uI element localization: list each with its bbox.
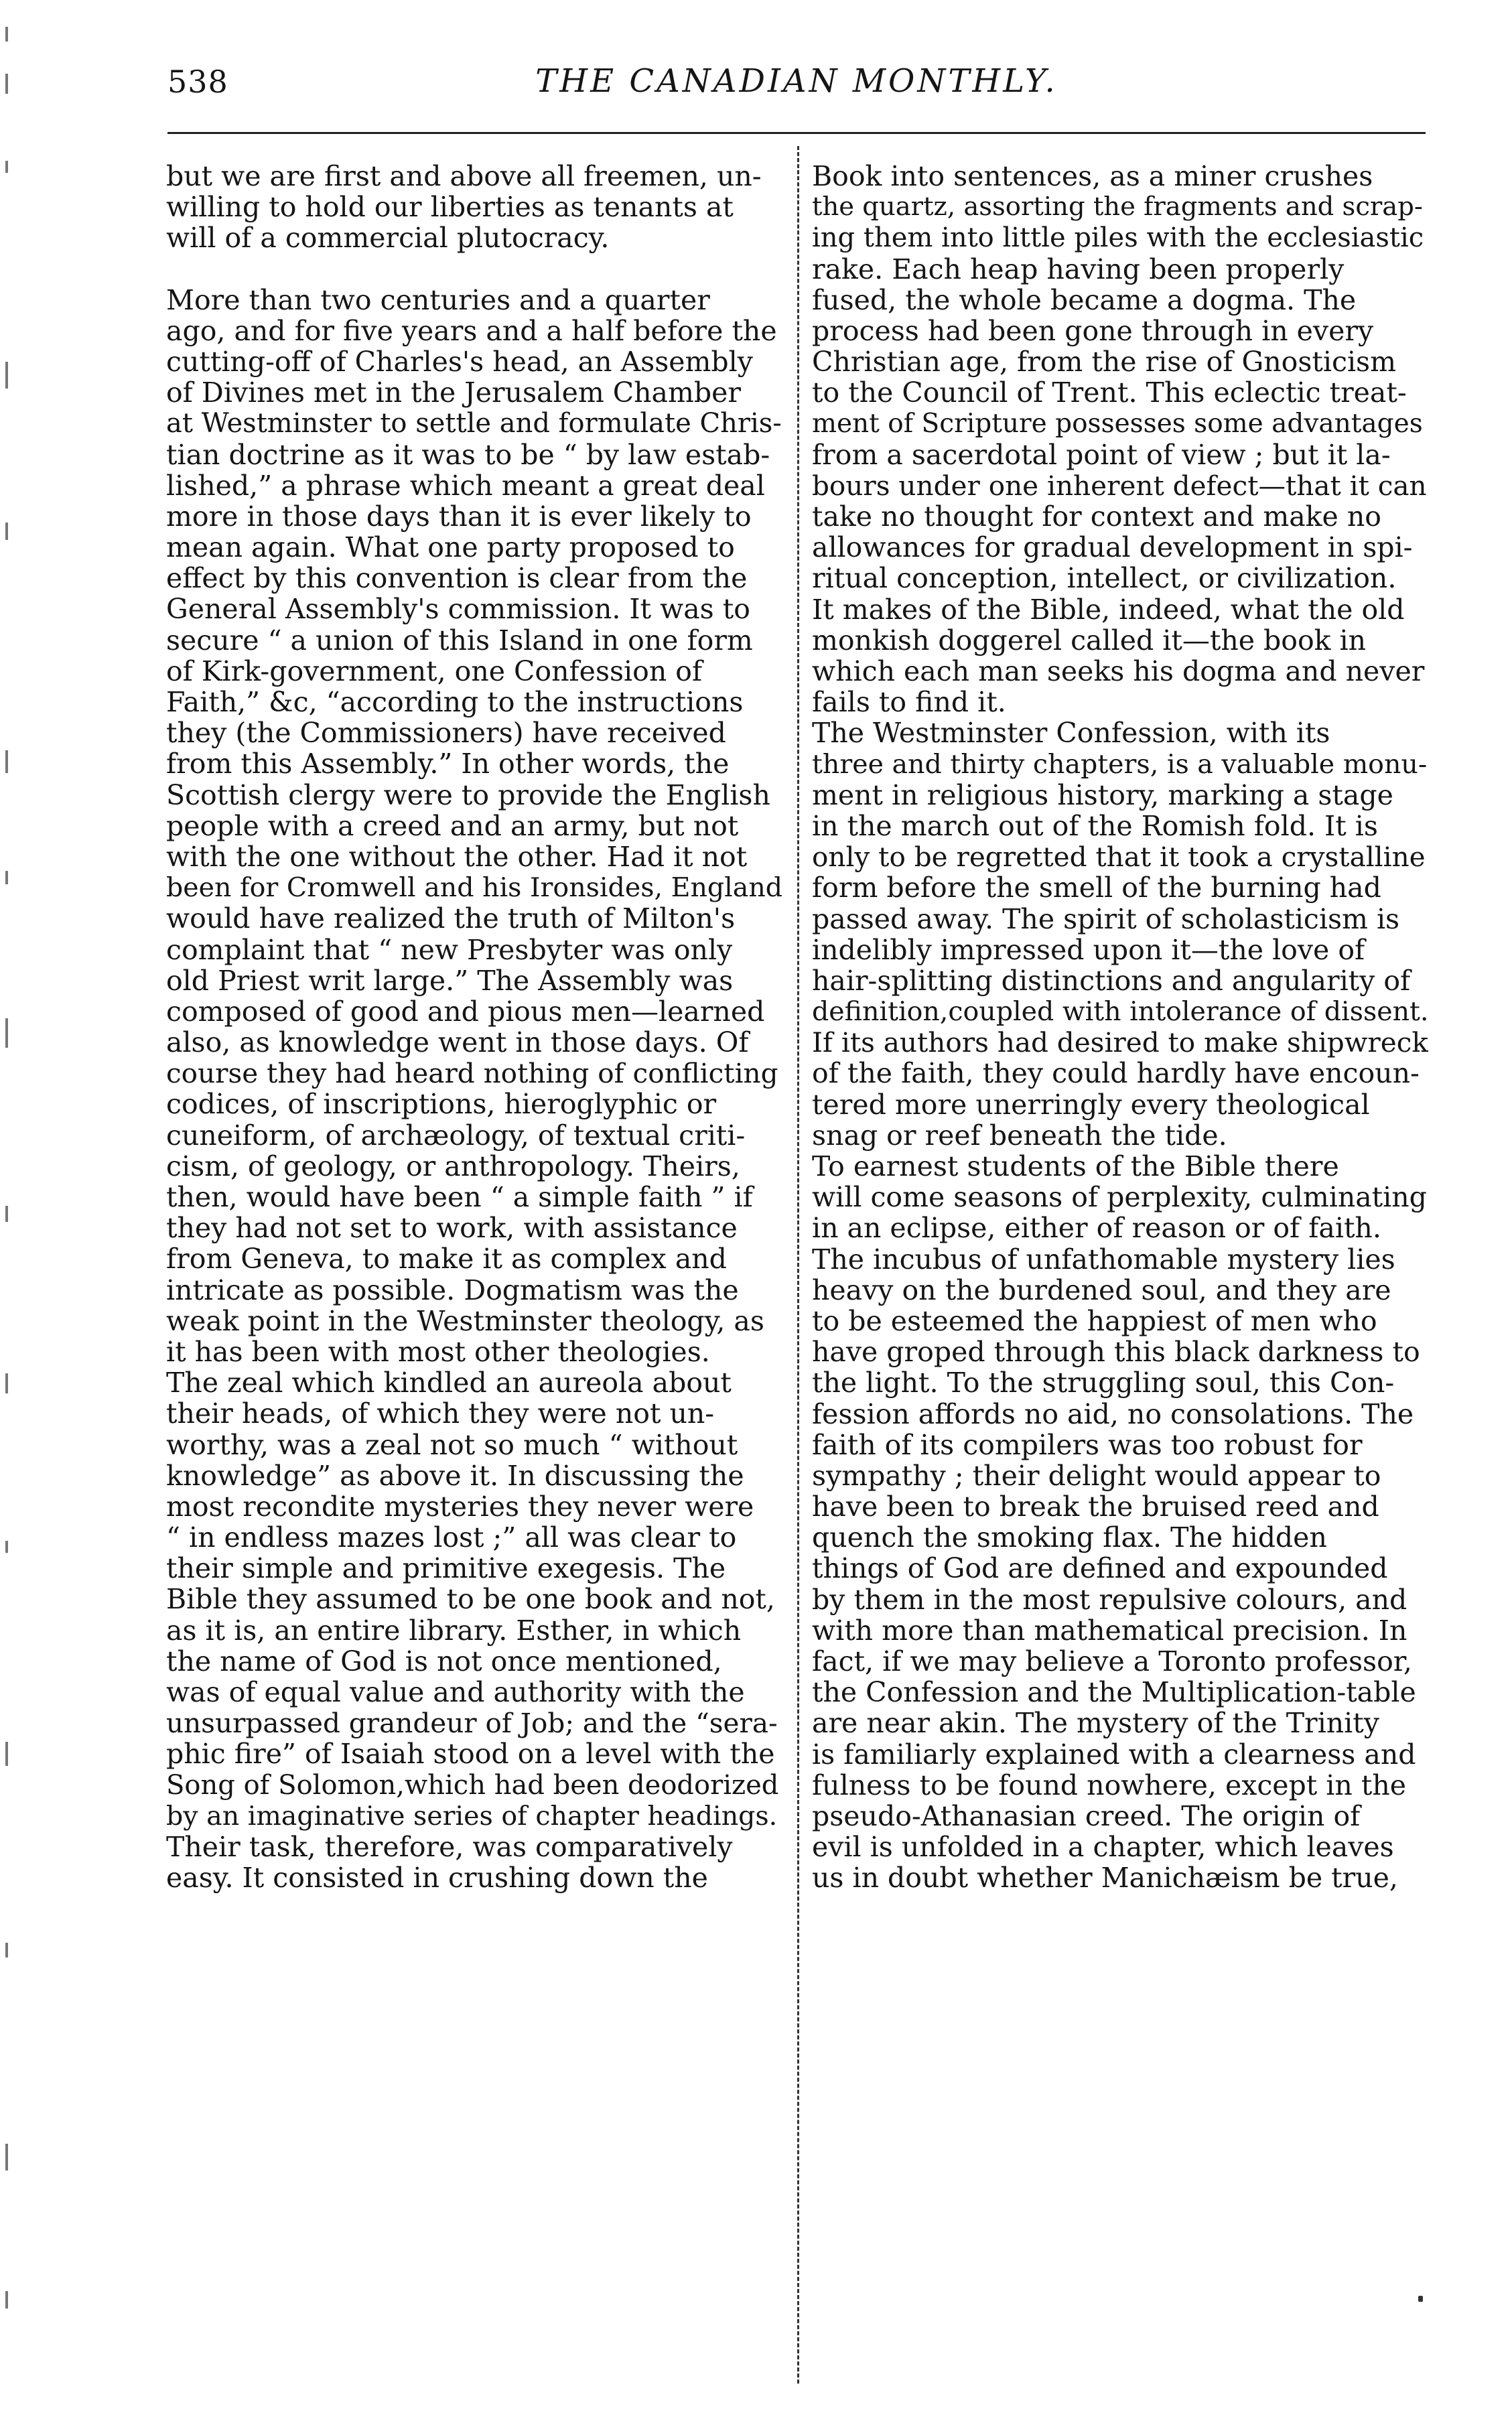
text-line: “ in endless mazes lost ;” all was clear to <box>166 1522 737 1554</box>
text-line: phic fire” of Isaiah stood on a level with the <box>166 1738 775 1770</box>
text-line: Their task, therefore, was comparatively <box>166 1831 733 1863</box>
text-line: General Assembly's commission. It was to <box>166 594 750 625</box>
text-line: by an imaginative series of chapter headings. <box>166 1800 778 1832</box>
text-line: is familiarly explained with a clearness and <box>812 1738 1416 1770</box>
text-line: codices, of inscriptions, hieroglyphic or <box>166 1089 717 1120</box>
text-line: form before the smell of the burning had <box>812 872 1381 904</box>
text-line: allowances for gradual development in spi- <box>812 532 1413 563</box>
text-line: fails to find it. <box>812 687 1006 718</box>
text-line: people with a creed and an army, but not <box>166 810 739 841</box>
text-line: fused, the whole became a dogma. The <box>812 284 1357 316</box>
text-line: fact, if we may believe a Toronto professor, <box>812 1646 1412 1677</box>
text-line: lished,” a phrase which meant a great deal <box>166 470 765 501</box>
text-line: ing them into little piles with the ecclesiastic <box>812 222 1424 254</box>
text-line: The incubus of unfathomable mystery lies <box>812 1243 1395 1275</box>
text-line: only to be regretted that it took a crystalline <box>812 841 1426 873</box>
text-line: Book into sentences, as a miner crushes <box>812 161 1373 192</box>
text-line: the Confession and the Multiplication-table <box>812 1677 1416 1708</box>
text-line: the name of God is not once mentioned, <box>166 1645 722 1677</box>
text-line: will of a commercial plutocracy. <box>166 222 610 254</box>
text-line: bours under one inherent defect—that it can <box>812 470 1427 502</box>
text-line: ment in religious history, marking a stage <box>812 779 1393 811</box>
text-line: was of equal value and authority with the <box>166 1677 745 1708</box>
text-line: things of God are defined and expounded <box>812 1553 1388 1584</box>
text-line: are near akin. The mystery of the Trinity <box>812 1708 1379 1739</box>
text-line: which each man seeks his dogma and never <box>812 656 1425 687</box>
text-line: of the faith, they could hardly have encoun- <box>812 1058 1420 1089</box>
text-line: Scottish clergy were to provide the English <box>166 779 770 811</box>
text-line: cuneiform, of archæology, of textual criti- <box>166 1119 746 1151</box>
text-line: old Priest writ large.” The Assembly was <box>166 965 734 996</box>
scan-margin-marks <box>5 0 12 2409</box>
text-line: most recondite mysteries they never were <box>166 1491 754 1523</box>
text-line: weak point in the Westminster theology, as <box>166 1305 764 1336</box>
text-line: hair-splitting distinctions and angularity of <box>812 965 1411 997</box>
text-line: then, would have been “ a simple faith ” if <box>166 1182 753 1213</box>
text-line: they had not set to work, with assistance <box>166 1213 738 1244</box>
text-line: effect by this convention is clear from the <box>166 563 748 594</box>
text-line: unsurpassed grandeur of Job; and the “sera- <box>166 1708 778 1739</box>
text-line: been for Cromwell and his Ironsides, England <box>166 872 782 904</box>
text-line: Bible they assumed to be one book and not, <box>166 1584 775 1615</box>
text-line: More than two centuries and a quarter <box>166 284 710 316</box>
text-line: their simple and primitive exegesis. The <box>166 1553 726 1584</box>
text-line: ment of Scripture possesses some advantages <box>812 408 1423 439</box>
text-line: more in those days than it is ever likely to <box>166 500 752 533</box>
paragraph-gap <box>166 254 782 285</box>
text-line: heavy on the burdened soul, and they are <box>812 1274 1391 1306</box>
text-line: have been to break the bruised reed and <box>812 1491 1379 1523</box>
text-line: ago, and for five years and a half before the <box>166 315 777 346</box>
text-line: from Geneva, to make it as complex and <box>166 1243 727 1275</box>
left-column <box>166 161 782 1893</box>
text-line: take no thought for context and make no <box>812 501 1381 533</box>
text-line: rake. Each heap having been properly <box>812 253 1345 285</box>
text-line: of Divines met in the Jerusalem Chamber <box>166 377 741 409</box>
text-line: to be esteemed the happiest of men who <box>812 1305 1377 1337</box>
text-line: they (the Commissioners) have received <box>166 717 726 749</box>
text-line: in an eclipse, either of reason or of faith. <box>812 1213 1381 1244</box>
text-line: from this Assembly.” In other words, the <box>166 748 730 780</box>
text-line: worthy, was a zeal not so much “ without <box>166 1429 738 1460</box>
text-line: Christian age, from the rise of Gnosticism <box>812 346 1396 378</box>
text-line: ritual conception, intellect, or civilization. <box>812 563 1397 594</box>
text-line: have groped through this black darkness to <box>812 1336 1420 1368</box>
text-line: as it is, an entire library. Esther, in which <box>166 1614 742 1646</box>
text-line: faith of its compilers was too robust for <box>812 1429 1363 1460</box>
text-line: pseudo-Athanasian creed. The origin of <box>812 1800 1361 1832</box>
text-line: tian doctrine as it was to be “ by law estab- <box>166 439 770 470</box>
text-line: will come seasons of perplexity, culminating <box>812 1182 1427 1213</box>
text-line: knowledge” as above it. In discussing the <box>166 1460 744 1491</box>
text-line: sympathy ; their delight would appear to <box>812 1460 1381 1492</box>
text-line: The zeal which kindled an aureola about <box>166 1367 732 1399</box>
text-line: mean again. What one party proposed to <box>166 532 735 563</box>
column-divider <box>797 146 801 2384</box>
text-line: intricate as possible. Dogmatism was the <box>166 1274 739 1306</box>
text-line: To earnest students of the Bible there <box>812 1151 1339 1182</box>
text-line: also, as knowledge went in those days. Of <box>166 1027 749 1058</box>
text-line: quench the smoking flax. The hidden <box>812 1522 1327 1554</box>
text-line: indelibly impressed upon it—the love of <box>812 934 1365 965</box>
text-line: their heads, of which they were not un- <box>166 1398 715 1430</box>
text-line: the quartz, assorting the fragments and scrap- <box>812 192 1423 222</box>
text-line: easy. It consisted in crushing down the <box>166 1862 708 1894</box>
text-line: to the Council of Trent. This eclectic treat- <box>812 377 1407 409</box>
text-line: with more than mathematical precision. In <box>812 1614 1407 1646</box>
text-line: composed of good and pious men—learned <box>166 995 765 1028</box>
ink-speck <box>1418 2296 1423 2302</box>
running-title: THE CANADIAN MONTHLY. <box>535 62 1058 100</box>
text-line: with the one without the other. Had it not <box>166 841 748 873</box>
text-line: by them in the most repulsive colours, and <box>812 1584 1407 1615</box>
text-line: in the march out of the Romish fold. It is <box>812 810 1378 842</box>
text-line: willing to hold our liberties as tenants at <box>166 192 734 223</box>
text-line: tered more unerringly every theological <box>812 1089 1370 1120</box>
text-line: it has been with most other theologies. <box>166 1336 710 1368</box>
page-number: 538 <box>167 64 228 100</box>
text-line: but we are first and above all freemen, un- <box>166 161 762 192</box>
text-line: fulness to be found nowhere, except in the <box>812 1769 1407 1801</box>
text-line: It makes of the Bible, indeed, what the old <box>812 594 1405 625</box>
text-line: complaint that “ new Presbyter was only <box>166 934 733 965</box>
text-line: definition,coupled with intolerance of dissent. <box>812 996 1428 1028</box>
text-line: at Westminster to settle and formulate Chris- <box>166 408 782 439</box>
text-line: of Kirk-government, one Confession of <box>166 655 703 687</box>
text-line: cutting-off of Charles's head, an Assembly <box>166 346 753 378</box>
text-line: fession affords no aid, no consolations. The <box>812 1398 1414 1430</box>
text-line: course they had heard nothing of conflicting <box>166 1058 778 1089</box>
text-line: process had been gone through in every <box>812 315 1374 347</box>
text-line: If its authors had desired to make shipwreck <box>812 1027 1428 1058</box>
text-line: the light. To the struggling soul, this Con- <box>812 1367 1395 1399</box>
text-line: evil is unfolded in a chapter, which leaves <box>812 1832 1394 1863</box>
text-line: secure “ a union of this Island in one form <box>166 624 753 656</box>
right-column <box>812 161 1428 1894</box>
text-line: us in doubt whether Manichæism be true, <box>812 1862 1398 1894</box>
text-line: cism, of geology, or anthropology. Theirs, <box>166 1150 740 1182</box>
text-line: from a sacerdotal point of view ; but it la- <box>812 439 1391 470</box>
text-line: would have realized the truth of Milton's <box>166 903 736 935</box>
header-rule <box>167 132 1426 134</box>
text-line: snag or reef beneath the tide. <box>812 1119 1227 1151</box>
text-line: monkish doggerel called it—the book in <box>812 624 1367 656</box>
text-line: Song of Solomon,which had been deodorized <box>166 1769 779 1801</box>
text-line: passed away. The spirit of scholasticism is <box>812 903 1400 935</box>
text-line: Faith,” &c, “according to the instructions <box>166 687 744 718</box>
text-line: The Westminster Confession, with its <box>812 717 1330 749</box>
text-line: three and thirty chapters, is a valuable monu- <box>812 748 1428 780</box>
